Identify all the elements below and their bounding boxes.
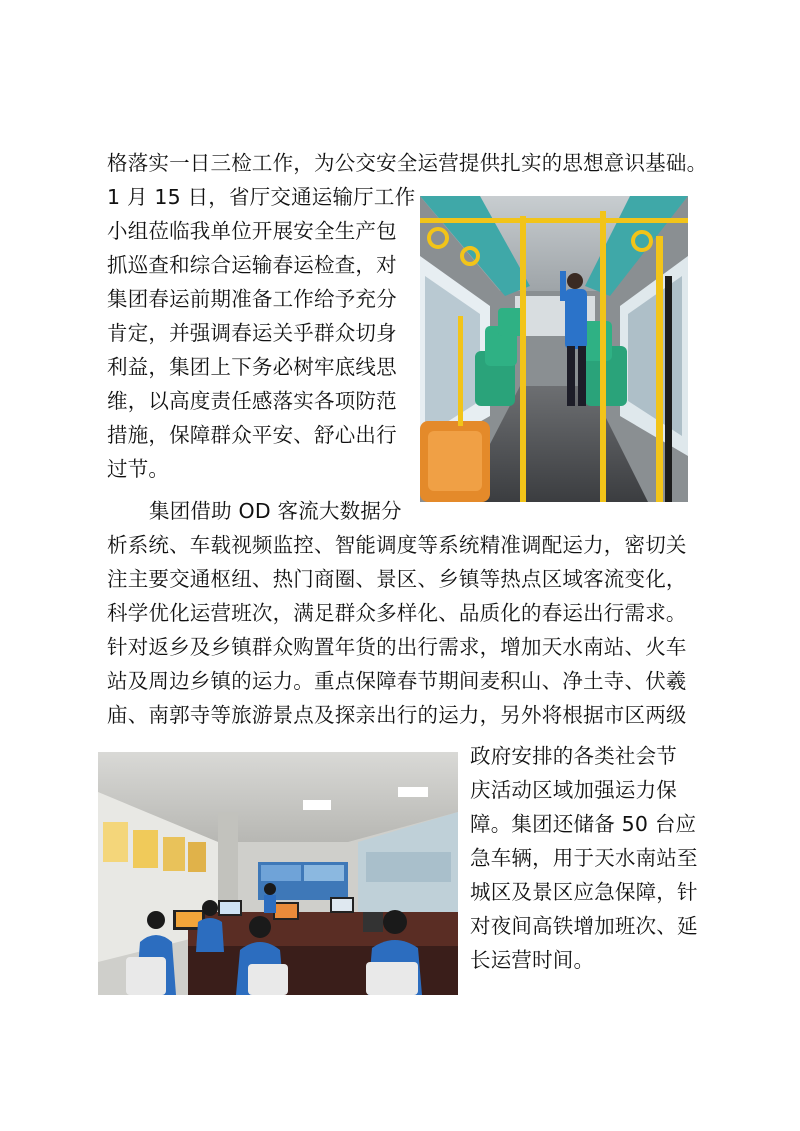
- paragraph-line: 注主要交通枢纽、热门商圈、景区、乡镇等热点区域客流变化，: [107, 567, 687, 591]
- paragraph-line: 抓巡查和综合运输春运检查，对: [107, 253, 397, 277]
- paragraph-line: 庆活动区域加强运力保: [470, 778, 677, 802]
- paragraph-line: 集团借助 OD 客流大数据分: [149, 499, 402, 523]
- paragraph-line: 措施，保障群众平安、舒心出行: [107, 423, 397, 447]
- paragraph-line: 利益，集团上下务必树牢底线思: [107, 355, 397, 379]
- paragraph-line: 维，以高度责任感落实各项防范: [107, 389, 397, 413]
- paragraph-line: 对夜间高铁增加班次、延: [470, 914, 698, 938]
- paragraph-line: 肯定，并强调春运关乎群众切身: [107, 321, 397, 345]
- paragraph-line: 过节。: [107, 457, 170, 481]
- paragraph-line: 急车辆，用于天水南站至: [470, 846, 698, 870]
- bus-interior-photo: [420, 196, 688, 502]
- paragraph-line: 城区及景区应急保障，针: [470, 880, 698, 904]
- paragraph-line: 针对返乡及乡镇群众购置年货的出行需求，增加天水南站、火车: [107, 635, 687, 659]
- paragraph-line: 集团春运前期准备工作给予充分: [107, 287, 397, 311]
- paragraph-line: 科学优化运营班次，满足群众多样化、品质化的春运出行需求。: [107, 601, 687, 625]
- paragraph-line: 庙、南郭寺等旅游景点及探亲出行的运力，另外将根据市区两级: [107, 703, 687, 727]
- paragraph-line: 站及周边乡镇的运力。重点保障春节期间麦积山、净土寺、伏羲: [107, 669, 687, 693]
- paragraph-line: 析系统、车载视频监控、智能调度等系统精准调配运力，密切关: [107, 533, 687, 557]
- paragraph-line: 格落实一日三检工作，为公交安全运营提供扎实的思想意识基础。: [107, 151, 708, 175]
- dispatch-center-photo: [98, 752, 458, 995]
- paragraph-line: 长运营时间。: [470, 948, 595, 972]
- paragraph-line: 小组莅临我单位开展安全生产包: [107, 219, 397, 243]
- paragraph-line: 1 月 15 日，省厅交通运输厅工作: [107, 185, 416, 209]
- paragraph-line: 障。集团还储备 50 台应: [470, 812, 697, 836]
- paragraph-line: 政府安排的各类社会节: [470, 744, 677, 768]
